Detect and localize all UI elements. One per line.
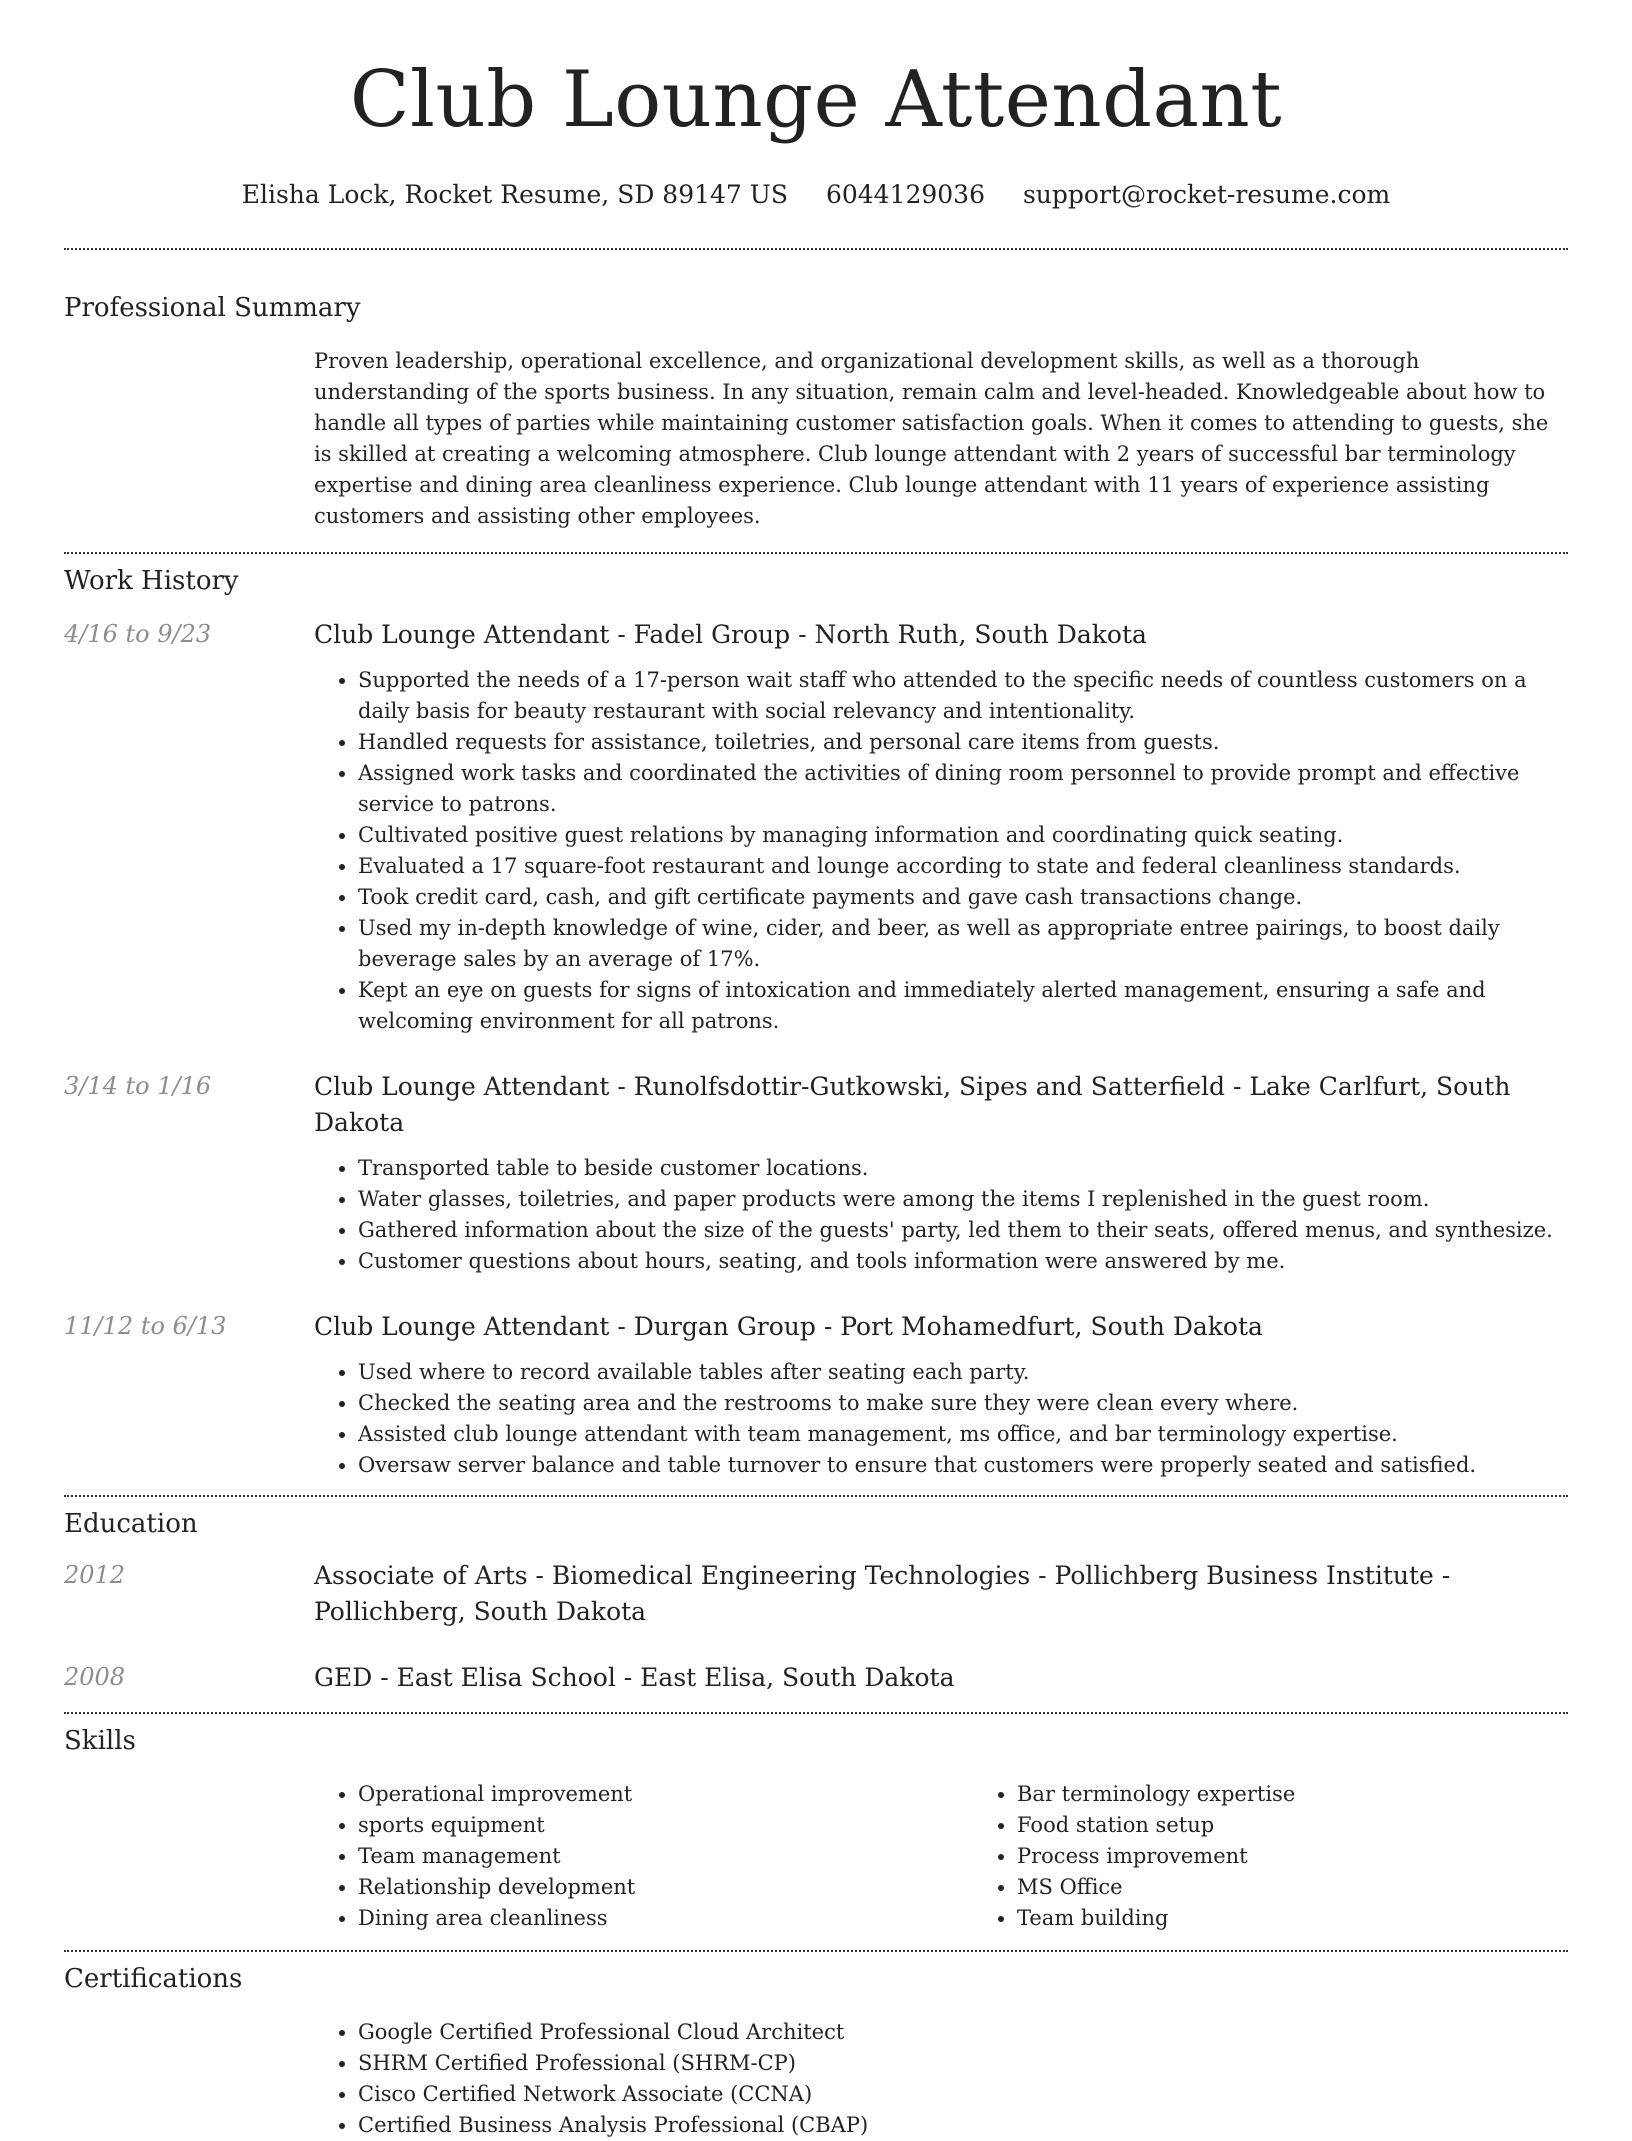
list-item: • SHRM Certified Professional (SHRM-CP)	[358, 2048, 1568, 2079]
list-item: • Evaluated a 17 square-foot restaurant and lounge according to state and federal cleanliness standards.	[358, 851, 1568, 882]
list-item: • Took credit card, cash, and gift certificate payments and gave cash transactions change.	[358, 882, 1568, 913]
list-item: • Team building	[1017, 1903, 1617, 1934]
contact-phone: 6044129036	[825, 180, 985, 209]
list-item: • Assigned work tasks and coordinated the activities of dining room personnel to provide prompt and effective service to patrons.	[358, 758, 1568, 820]
contact-address: Elisha Lock, Rocket Resume, SD 89147 US	[241, 180, 788, 209]
skills-row	[64, 1779, 1568, 1934]
divider	[64, 1495, 1568, 1497]
list-item: • Bar terminology expertise	[1017, 1779, 1617, 1810]
job-entry	[64, 1069, 1568, 1277]
list-item: • MS Office	[1017, 1872, 1617, 1903]
list-item: • Cisco Certified Network Associate (CCNA)	[358, 2079, 1568, 2110]
skills-columns	[314, 1779, 1568, 1934]
list-item: • Cultivated positive guest relations by managing information and coordinating quick seating.	[358, 820, 1568, 851]
job-bullets	[314, 1153, 1568, 1277]
certifications-content	[314, 2017, 1568, 2141]
job-bullets	[314, 665, 1568, 1037]
skills-list	[973, 1779, 1617, 1934]
certifications-spacer	[64, 2017, 314, 2141]
divider	[64, 248, 1568, 250]
job-content	[314, 1069, 1568, 1277]
list-item: • Operational improvement	[358, 1779, 928, 1810]
divider	[64, 1712, 1568, 1714]
list-item: • Google Certified Professional Cloud Architect	[358, 2017, 1568, 2048]
job-dates: 3/14 to 1/16	[64, 1072, 212, 1100]
contact-line	[64, 178, 1568, 212]
list-item: • Relationship development	[358, 1872, 928, 1903]
job-entry	[64, 1309, 1568, 1481]
job-dates: 4/16 to 9/23	[64, 620, 212, 648]
skills-heading: Skills	[64, 1726, 136, 1756]
list-item: • Used my in-depth knowledge of wine, cider, and beer, as well as appropriate entree pairings, to boost daily beverage sales by an average of 17%.	[358, 913, 1568, 975]
job-title: Club Lounge Attendant - Durgan Group - Port Mohamedfurt, South Dakota	[314, 1312, 1263, 1341]
education-entry	[64, 1660, 1568, 1696]
summary-heading: Professional Summary	[64, 293, 361, 323]
job-bullets	[314, 1357, 1568, 1481]
job-content	[314, 1309, 1568, 1481]
list-item: • Certified Business Analysis Professional (CBAP)	[358, 2110, 1568, 2141]
summary-text: Proven leadership, operational excellence, and organizational development skills, as well as a thorough understanding of the sports business. In any situation, remain calm and level-headed. Knowledgeable about how to handle all types of parties while maintaining customer satisfaction goals. When it comes to attending to guests, she is skilled at creating a welcoming atmosphere. Club lounge attendant with 2 years of successful bar terminology expertise and dining area cleanliness experience. Club lounge attendant with 11 years of experience assisting customers and assisting other employees.	[314, 349, 1549, 528]
certifications-row	[64, 2017, 1568, 2141]
list-item: • sports equipment	[358, 1810, 928, 1841]
list-item: • Transported table to beside customer locations.	[358, 1153, 1568, 1184]
education-year: 2012	[64, 1561, 126, 1589]
job-dates: 11/12 to 6/13	[64, 1312, 227, 1340]
resume-title: Club Lounge Attendant	[349, 55, 1283, 145]
list-item: • Assisted club lounge attendant with team management, ms office, and bar terminology expertise.	[358, 1419, 1568, 1450]
education-text: Associate of Arts - Biomedical Engineering Technologies - Pollichberg Business Institute - Pollichberg, South Dakota	[314, 1561, 1451, 1626]
list-item: • Gathered information about the size of the guests' party, led them to their seats, offered menus, and synthesize.	[358, 1215, 1568, 1246]
list-item: • Supported the needs of a 17-person wait staff who attended to the specific needs of countless customers on a daily basis for beauty restaurant with social relevancy and intentionality.	[358, 665, 1568, 727]
certifications-list	[314, 2017, 1568, 2141]
resume-page	[64, 0, 1568, 2141]
list-item: • Handled requests for assistance, toiletries, and personal care items from guests.	[358, 727, 1568, 758]
summary-spacer	[64, 346, 314, 532]
education-entry	[64, 1558, 1568, 1630]
list-item: • Kept an eye on guests for signs of intoxication and immediately alerted management, ensuring a safe and welcoming environment for all patrons.	[358, 975, 1568, 1037]
list-item: • Food station setup	[1017, 1810, 1617, 1841]
list-item: • Oversaw server balance and table turnover to ensure that customers were properly seated and satisfied.	[358, 1450, 1568, 1481]
summary-row	[64, 346, 1568, 532]
skills-list	[314, 1779, 928, 1934]
skills-spacer	[64, 1779, 314, 1934]
work-heading: Work History	[64, 566, 239, 596]
list-item: • Team management	[358, 1841, 928, 1872]
list-item: • Water glasses, toiletries, and paper products were among the items I replenished in the guest room.	[358, 1184, 1568, 1215]
contact-email: support@rocket-resume.com	[1022, 180, 1391, 209]
certifications-heading: Certifications	[64, 1964, 243, 1994]
divider	[64, 1950, 1568, 1952]
job-title: Club Lounge Attendant - Runolfsdottir-Gutkowski, Sipes and Satterfield - Lake Carlfurt, South Dakota	[314, 1072, 1511, 1137]
job-content	[314, 617, 1568, 1037]
list-item: • Customer questions about hours, seating, and tools information were answered by me.	[358, 1246, 1568, 1277]
list-item: • Dining area cleanliness	[358, 1903, 928, 1934]
list-item: • Used where to record available tables after seating each party.	[358, 1357, 1568, 1388]
divider	[64, 552, 1568, 554]
education-text: GED - East Elisa School - East Elisa, South Dakota	[314, 1663, 955, 1692]
list-item: • Checked the seating area and the restrooms to make sure they were clean every where.	[358, 1388, 1568, 1419]
education-year: 2008	[64, 1663, 126, 1691]
job-title: Club Lounge Attendant - Fadel Group - North Ruth, South Dakota	[314, 620, 1147, 649]
education-heading: Education	[64, 1509, 198, 1539]
list-item: • Process improvement	[1017, 1841, 1617, 1872]
job-entry	[64, 617, 1568, 1037]
